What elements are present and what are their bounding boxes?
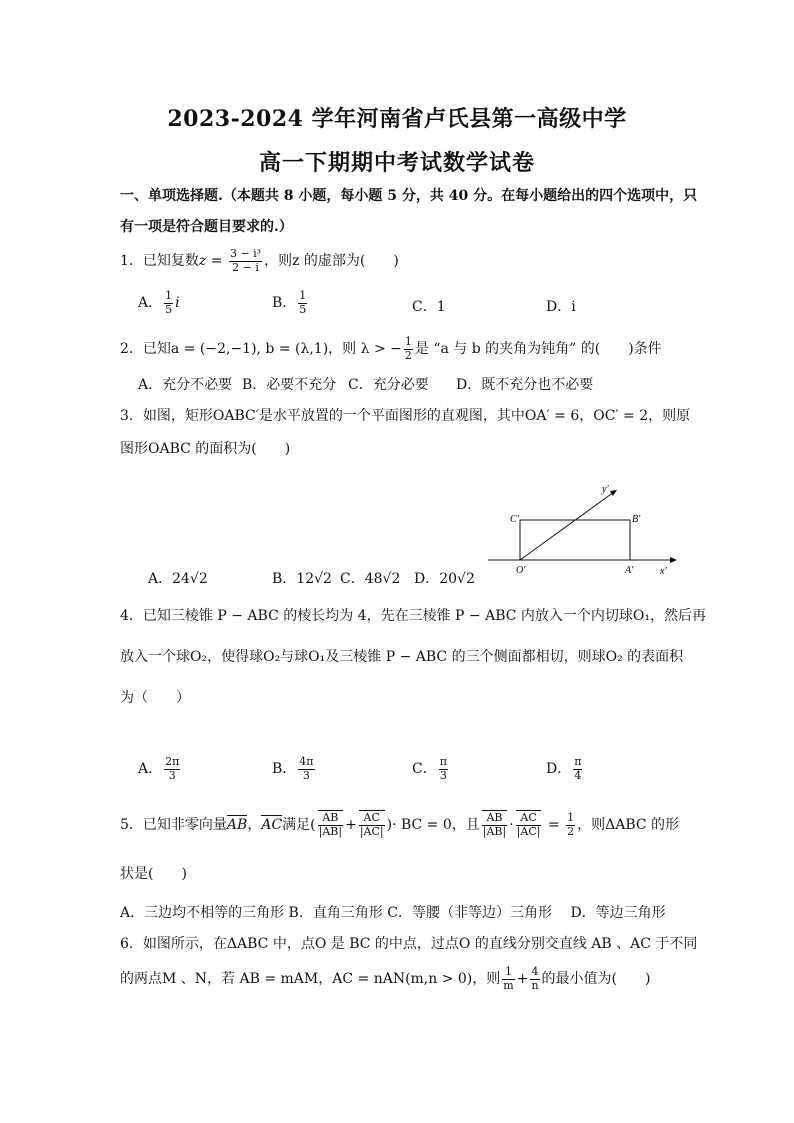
y-axis bbox=[520, 492, 614, 560]
title-line-2: 高一下期期中考试数学试卷 bbox=[258, 150, 535, 176]
question-2-stem: 2．已知a = (−2,−1), b = (λ,1)，则 λ > − $\frac{1}{2}$ 是 “a 与 b 的夹角为钝角” 的( )条件 bbox=[120, 335, 662, 362]
section-heading-line-1: 一、单项选择题.（本题共 8 小题，每小题 5 分，共 40 分。在每小题给出的四个选项中，只 bbox=[120, 188, 698, 204]
q5-options: A．三边均不相等的三角形 B．直角三角形 C．等腰（非等边）三角形 D．等边三角形 bbox=[120, 905, 666, 921]
question-5-line-2: 状是( ) bbox=[120, 866, 187, 882]
q2-option-b: B．必要不充分 bbox=[242, 377, 337, 393]
title-line-1: 2023-2024 学年河南省卢氏县第一高级中学 bbox=[167, 106, 627, 132]
label-c: C′ bbox=[510, 514, 519, 525]
question-6-line-1: 6．如图所示，在ΔABC 中，点O 是 BC 的中点，过点O 的直线分别交直线 AB 、AC 于不同 bbox=[120, 936, 698, 952]
q3-option-c: C．48√2 bbox=[340, 571, 401, 587]
q1-fraction: $\frac{\text{3 − i³}}{2 - i}$ bbox=[229, 247, 262, 274]
question-4-line-2: 放入一个球O₂，使得球O₂与球O₁及三棱锥 P − ABC 的三个侧面都相切，则球O₂ 的表面积 bbox=[120, 649, 684, 665]
q3-option-d: D．20√2 bbox=[414, 571, 475, 587]
question-5-stem: 5．已知非零向量AB，AC满足( $\frac{AB}{|AB|}$ + $\frac{AC}{|AC|}$ )· BC = 0，且 $\frac{AB}{|AB|}$ · $\frac{AC}{|AC|}$ = $\frac{1}{2}$ ，则ΔABC 的形 bbox=[120, 811, 680, 838]
q1-option-d: D．i bbox=[546, 299, 576, 315]
q3-option-b: B．12√2 bbox=[272, 571, 332, 587]
q1-option-b: B． $\frac{1}{5}$ bbox=[272, 289, 307, 316]
q2-option-a: A．充分不必要 bbox=[138, 377, 233, 393]
q2-option-c: C．充分必要 bbox=[348, 377, 429, 393]
label-a: A′ bbox=[625, 565, 634, 576]
rectangle-oabc bbox=[520, 520, 630, 560]
y-axis-arrow bbox=[610, 490, 617, 496]
q2-fraction: $\frac{1}{2}$ bbox=[404, 335, 412, 362]
question-3-line-2: 图形OABC 的面积为( ) bbox=[120, 441, 291, 457]
question-3-line-1: 3．如图，矩形OABC′是水平放置的一个平面图形的直观图，其中OA′ = 6，OC′ = 2，则原 bbox=[120, 408, 691, 424]
q1-option-c: C．1 bbox=[412, 299, 446, 315]
label-y: y′ bbox=[602, 484, 609, 495]
label-o: O′ bbox=[516, 565, 526, 576]
q1-option-a: A． $\frac{1}{5}$ i bbox=[138, 289, 180, 316]
x-axis-arrow bbox=[670, 557, 677, 563]
q4-option-a: A． $\frac{2\pi}{3}$ bbox=[138, 755, 180, 782]
question-4-line-1: 4．已知三棱锥 P − ABC 的棱长均为 4，先在三棱锥 P − ABC 内放入一个内切球O₁，然后再 bbox=[120, 608, 706, 624]
q4-option-c: C． $\frac{\pi}{3}$ bbox=[412, 755, 447, 782]
q3-option-a: A．24√2 bbox=[148, 571, 208, 587]
q2-option-d: D．既不充分也不必要 bbox=[456, 377, 594, 393]
q4-option-d: D． $\frac{\pi}{4}$ bbox=[546, 755, 582, 782]
q3-figure bbox=[484, 478, 680, 578]
section-heading-line-2: 有一项是符合题目要求的.） bbox=[120, 219, 293, 235]
question-6-line-2: 的两点M 、N，若 AB = mAM，AC = nAN(m,n > 0)，则 $\frac{1}{m}$ + $\frac{4}{n}$ 的最小值为( ) bbox=[120, 965, 651, 992]
q4-option-b: B． $\frac{4\pi}{3}$ bbox=[272, 755, 314, 782]
question-4-line-3: 为（ ） bbox=[120, 690, 190, 706]
label-x: x′ bbox=[660, 566, 667, 577]
question-1-stem: 1．已知复数z = $\frac{\text{3 − i³}}{2 - i}$ ，则z 的虚部为( ) bbox=[120, 247, 399, 274]
label-b: B′ bbox=[632, 514, 641, 525]
